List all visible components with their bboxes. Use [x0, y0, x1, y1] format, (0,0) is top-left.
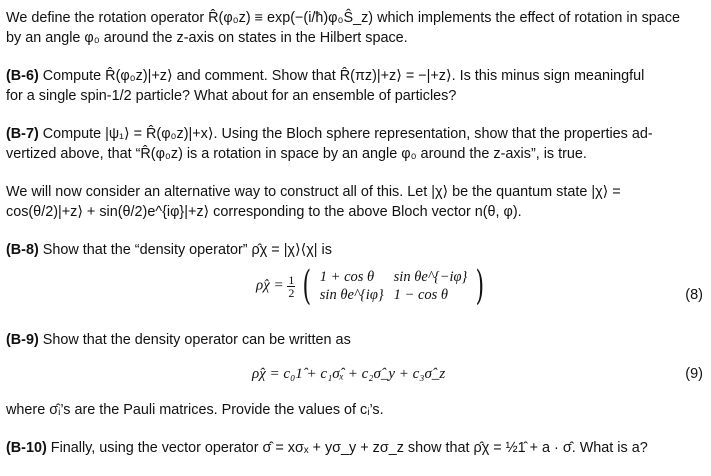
b7-line-2: vertized above, that “R̂(φ₀z) is a rotation in space by an angle φ₀ around the z-axis”, is true.	[6, 146, 587, 162]
question-b6	[6, 66, 706, 106]
fraction-numerator: 1	[288, 272, 295, 287]
matrix-entry-21: sin θe^{iφ}	[319, 287, 384, 303]
left-paren: (	[302, 263, 312, 309]
consider-line-1: We will now consider an alternative way to construct all of this. Let |χ⟩ be the quantum state |χ⟩ =	[6, 184, 621, 200]
b9-after-text: where σ̂ᵢ’s are the Pauli matrices. Provide the values of cᵢ’s.	[6, 402, 384, 418]
density-matrix-equation	[256, 263, 488, 309]
b9-label: (B-9)	[6, 332, 39, 348]
b6-line-1	[6, 66, 706, 86]
b9-text: Show that the density operator can be written as	[42, 332, 351, 348]
question-b7	[6, 124, 706, 164]
b6-label: (B-6)	[6, 68, 39, 84]
intro-paragraph	[6, 8, 706, 48]
equation-number-9: (9)	[685, 366, 703, 382]
right-paren: )	[475, 263, 485, 309]
intro-line-1: We define the rotation operator R̂(φ₀z) ≡ exp(−(i/ħ)φ₀Ŝ_z) which implements the effect of rotation in space	[6, 10, 680, 26]
equation-number-8: (8)	[685, 287, 703, 303]
b8-text: Show that the “density operator” ρ̂χ = |χ⟩⟨χ| is	[42, 242, 332, 258]
consider-paragraph	[6, 182, 706, 222]
matrix-entry-12: sin θe^{−iφ}	[393, 269, 468, 285]
b7-label: (B-7)	[6, 126, 39, 142]
question-b10	[6, 438, 706, 458]
b10-label: (B-10)	[6, 440, 47, 456]
b7-text-1: Compute |ψ₁⟩ = R̂(φ₀z)|+x⟩. Using the Bloch sphere representation, show that the properties ad-	[42, 126, 653, 142]
b10-text: Finally, using the vector operator σ̂ = xσₓ + yσ_y + zσ_z show that ρ̂χ = ½1̂ + a · σ̂. What is a?	[50, 440, 648, 456]
eq8-lhs: ρ̂χ =	[256, 277, 284, 294]
consider-line-2: cos(θ/2)|+z⟩ + sin(θ/2)e^{iφ}|+z⟩ corresponding to the above Bloch vector n(θ, φ).	[6, 204, 522, 220]
question-b8	[6, 240, 706, 260]
matrix-entry-22: 1 − cos θ	[393, 287, 449, 303]
b8-label: (B-8)	[6, 242, 39, 258]
fraction-denominator: 2	[288, 285, 295, 300]
density-matrix	[315, 268, 473, 304]
pauli-expansion-equation: ρ̂χ = c₀1̂ + c₁σ̂ₓ + c₂σ̂_y + c₃σ̂_z	[252, 366, 446, 382]
question-b9	[6, 330, 706, 350]
matrix-entry-11: 1 + cos θ	[319, 269, 375, 285]
b7-line-1	[6, 124, 706, 144]
intro-line-2: by an angle φ₀ around the z-axis on states in the Hilbert space.	[6, 30, 408, 46]
b6-text-1: Compute R̂(φ₀z)|+z⟩ and comment. Show that R̂(πz)|+z⟩ = −|+z⟩. Is this minus sign meaningful	[42, 68, 645, 84]
one-half-fraction	[287, 274, 295, 299]
b6-line-2: for a single spin-1/2 particle? What about for an ensemble of particles?	[6, 88, 457, 104]
